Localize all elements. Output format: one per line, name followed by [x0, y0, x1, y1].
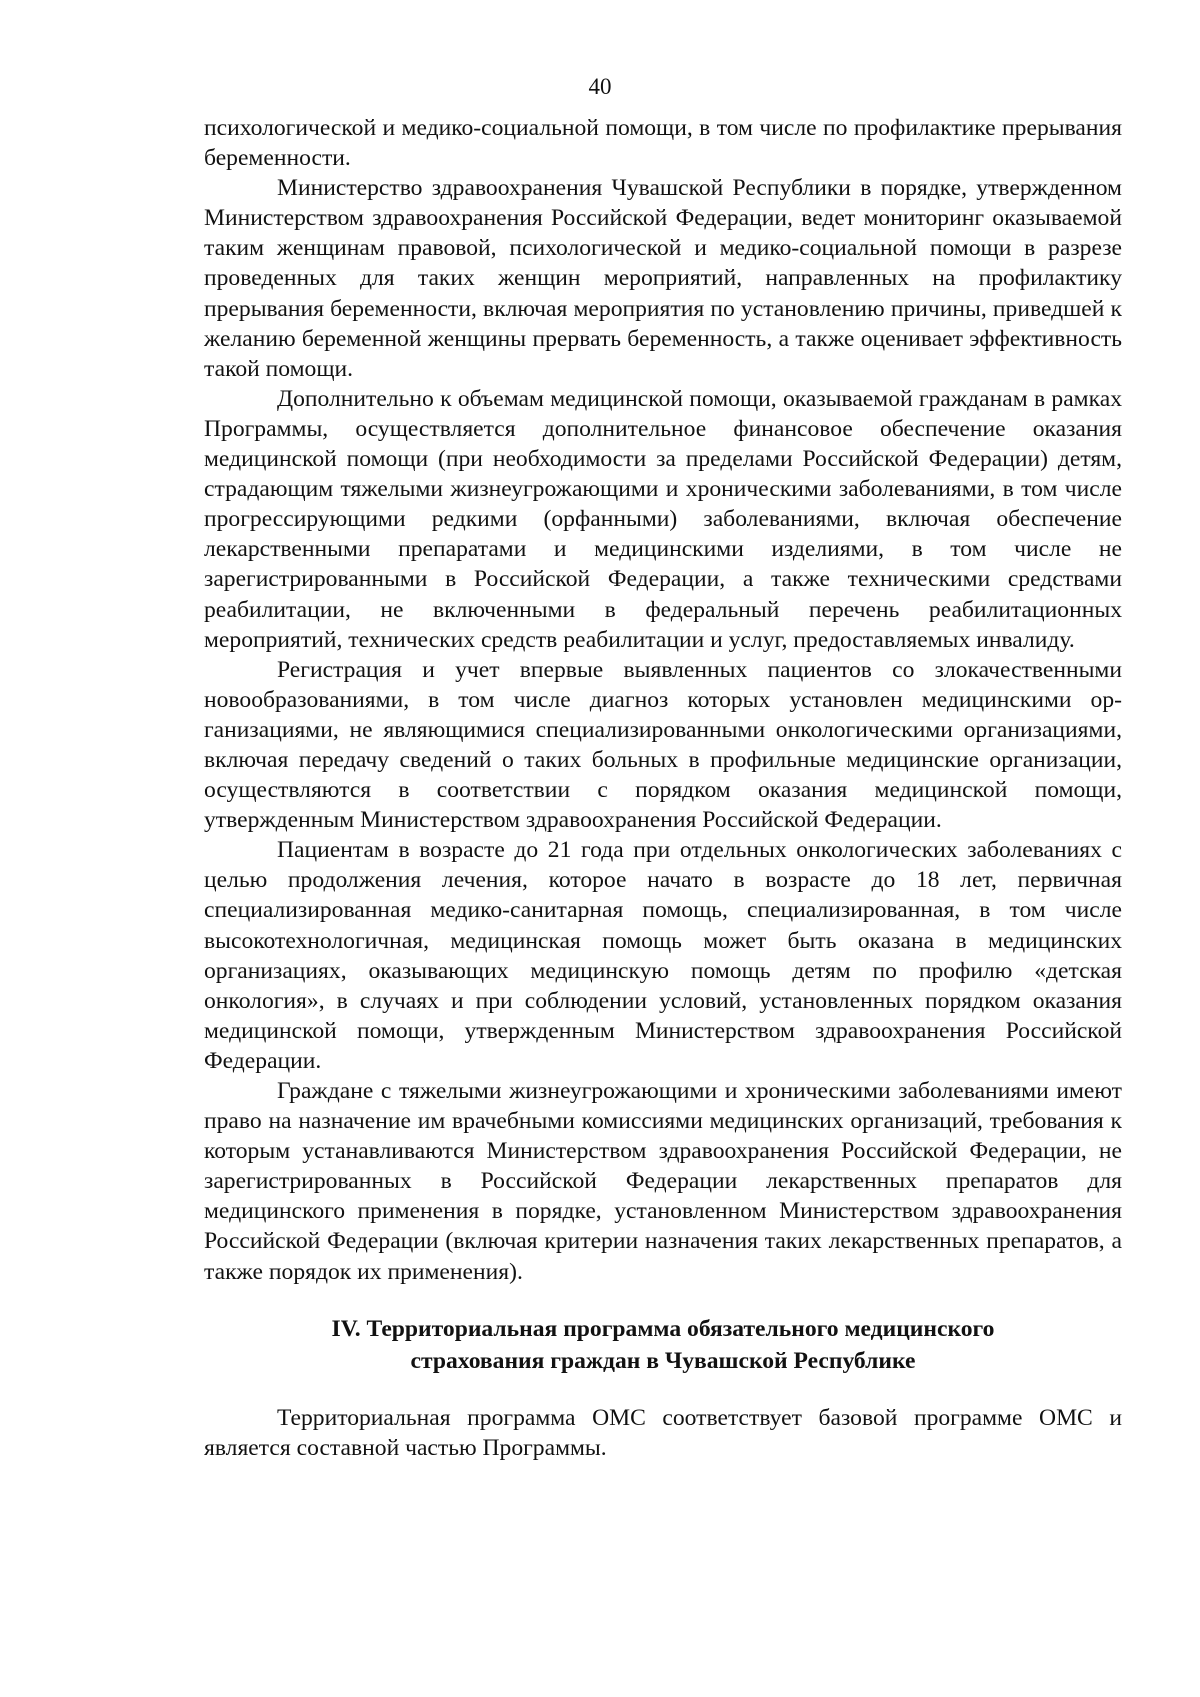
- paragraph-unregistered-drugs: Граждане с тяжелыми жизнеугрожающими и хроническими заболеваниями имеют право на назначение им врачебными комиссиями медицинских организаций, требования к которым устанавливаются Министерством здравоохранения Российской Федерации, не зарегистрированных в Российской Федерации лекарственных препаратов для медицинского применения в порядке, установленном Министерством здравоохранения Российской Федерации (включая критерии назначения таких лекарственных препаратов, а также порядок их применения).: [204, 1078, 1122, 1285]
- paragraph-ministry-monitoring: Министерство здравоохранения Чувашской Республики в порядке, утвержденном Министерством здравоохранения Российской Федерации, ведет мониторинг оказываемой таким женщинам правовой, психологической и медико-социальной помощи в разрезе проведенных для таких женщин мероприятий, направленных на профилактику прерывания беременности, включая мероприятия по установлению причины, приведшей к желанию беременной женщины прервать беременность, а также оценивает эффективность такой помощи.: [204, 175, 1122, 382]
- page-number: 40: [588, 74, 612, 99]
- paragraph-territorial-program: Территориальная программа ОМС соответствует базовой программе ОМС и является составной частью Программы.: [204, 1404, 1122, 1461]
- paragraph-oncology-registration: Регистрация и учет впервые выявленных пациентов со злокачественными новообразованиями, в том числе диагноз которых установлен медицинскими организациями, не являющимися специализированными онкологическими организациями, включая передачу сведений о таких больных в профильные медицинские организации, осуществляются в соответствии с порядком оказания медицинской помощи, утвержденным Министерством здравоохранения Российской Федерации.: [204, 656, 1122, 834]
- paragraph-patients-under-21: Пациентам в возрасте до 21 года при отдельных онкологических заболеваниях с целью продолжения лечения, которое начато в возрасте до 18 лет, первичная специализированная медико-санитарная помощь, специализированная, в том числе высокотехнологичная, медицинская помощь может быть оказана в медицинских организациях, оказывающих медицинскую помощь детям по профилю «детская онкология», в случаях и при соблюдении условий, установленных порядком оказания медицинской помощи, утвержденным Министерством здравоохранения Российской Федерации.: [204, 837, 1122, 1074]
- section-heading-line-1: IV. Территориальная программа обязательного медицинского: [331, 1315, 995, 1342]
- section-heading: [204, 1313, 1122, 1377]
- paragraph-additional-financing: Дополнительно к объемам медицинской помощи, оказываемой гражданам в рамках Программы, осуществляется дополнительное финансовое обеспечение оказания медицинской помощи (при необходимости за пределами Российской Федерации) детям, страдающим тяжелыми жизнеугрожающими и хроническими заболеваниями, в том числе прогрессирующими редкими (орфанными) заболеваниями, включая обеспечение лекарственными препаратами и медицинскими изделиями, в том числе не зарегистрированными в Российской Федерации, а также техническими средствами реабилитации, не включенными в федеральный перечень реабилитационных мероприятий, технических средств реабилитации и услуг, предоставляемых инвалиду.: [204, 385, 1122, 653]
- document-body: [204, 113, 1122, 1463]
- paragraph-continuation: психологической и медико-социальной помощи, в том числе по профилактике прерывания беременности.: [204, 115, 1122, 172]
- section-heading-line-2: страхования граждан в Чувашской Республике: [410, 1347, 916, 1374]
